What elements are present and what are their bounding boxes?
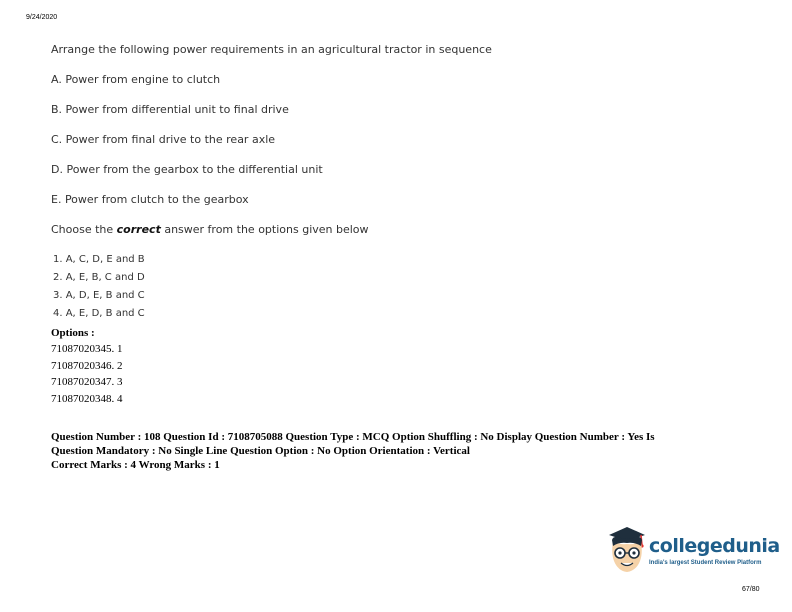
choice-4: 4. A, E, D, B and C — [53, 308, 145, 319]
metadata-line-3: Correct Marks : 4 Wrong Marks : 1 — [51, 459, 220, 471]
choose-prefix: Choose the — [51, 223, 117, 236]
mascot-icon — [605, 523, 647, 575]
page-number: 67/80 — [742, 586, 760, 593]
choose-emphasis: correct — [116, 223, 161, 236]
choice-1: 1. A, C, D, E and B — [53, 254, 145, 265]
question-metadata — [51, 430, 751, 472]
logo-wordmark: collegedunia — [649, 535, 780, 557]
choose-instruction — [51, 223, 369, 236]
statement-a: A. Power from engine to clutch — [51, 73, 221, 86]
statement-e: E. Power from clutch to the gearbox — [51, 193, 249, 206]
option-item-1: 71087020345. 1 — [51, 343, 123, 355]
question-stem: Arrange the following power requirements in an agricultural tractor in sequence — [51, 43, 492, 56]
option-item-3: 71087020347. 3 — [51, 376, 123, 388]
choice-3: 3. A, D, E, B and C — [53, 290, 145, 301]
statement-b: B. Power from differential unit to final drive — [51, 103, 289, 116]
choice-2: 2. A, E, B, C and D — [53, 272, 145, 283]
choose-suffix: answer from the options given below — [160, 223, 369, 236]
option-item-2: 71087020346. 2 — [51, 360, 123, 372]
option-item-4: 71087020348. 4 — [51, 393, 123, 405]
print-date: 9/24/2020 — [26, 14, 58, 21]
options-title: Options : — [51, 327, 95, 339]
metadata-line-2: Question Mandatory : No Single Line Question Option : No Option Orientation : Vertical — [51, 445, 470, 457]
statement-d: D. Power from the gearbox to the differential unit — [51, 163, 323, 176]
logo-tagline: India's largest Student Review Platform — [649, 560, 762, 566]
collegedunia-logo — [605, 523, 780, 575]
metadata-line-1: Question Number : 108 Question Id : 7108705088 Question Type : MCQ Option Shuffling : No Display Question Number : Yes Is — [51, 431, 655, 443]
statement-c: C. Power from final drive to the rear axle — [51, 133, 276, 146]
